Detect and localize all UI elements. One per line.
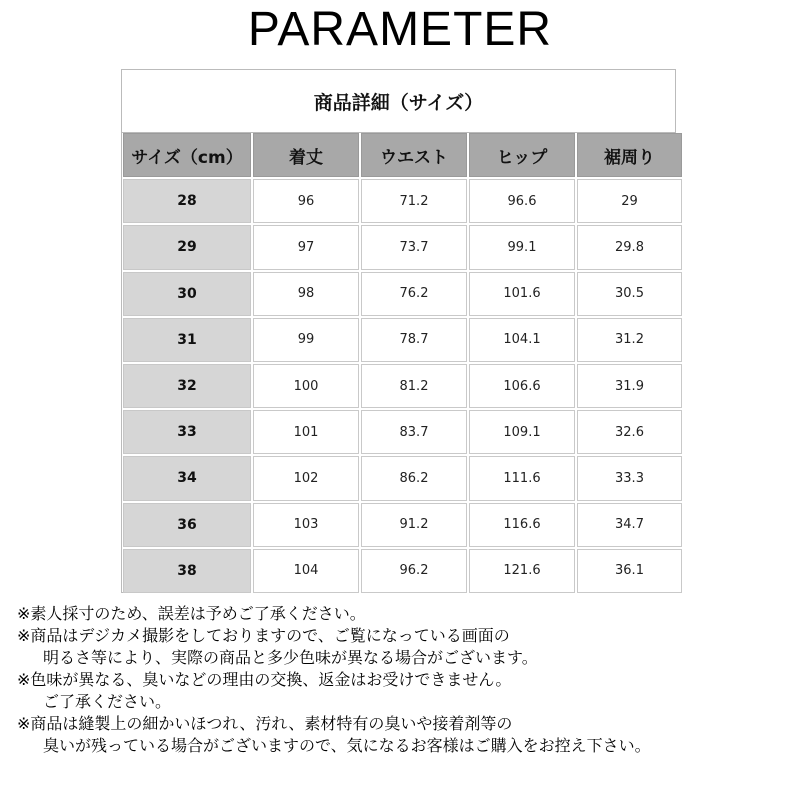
size-cell: 34 xyxy=(123,456,251,500)
table-cell: 97 xyxy=(253,225,359,269)
table-cell: 36.1 xyxy=(577,549,682,593)
table-cell: 78.7 xyxy=(361,318,467,362)
note-line: ※素人採寸のため、誤差は予めご了承ください。 xyxy=(17,604,366,623)
table-cell: 96.2 xyxy=(361,549,467,593)
table-cell: 31.9 xyxy=(577,364,682,408)
table-cell: 98 xyxy=(253,272,359,316)
table-cell: 33.3 xyxy=(577,456,682,500)
table-cell: 104 xyxy=(253,549,359,593)
note-line: ご了承ください。 xyxy=(43,692,172,711)
table-cell: 106.6 xyxy=(469,364,575,408)
size-cell: 38 xyxy=(123,549,251,593)
table-cell: 96.6 xyxy=(469,179,575,223)
table-cell: 29.8 xyxy=(577,225,682,269)
table-caption: 商品詳細（サイズ） xyxy=(122,70,675,133)
table-cell: 91.2 xyxy=(361,503,467,547)
size-table xyxy=(121,69,676,593)
table-cell: 101.6 xyxy=(469,272,575,316)
table-cell: 99.1 xyxy=(469,225,575,269)
table-cell: 29 xyxy=(577,179,682,223)
table-cell: 83.7 xyxy=(361,410,467,454)
table-cell: 116.6 xyxy=(469,503,575,547)
table-cell: 34.7 xyxy=(577,503,682,547)
table-cell: 32.6 xyxy=(577,410,682,454)
table-cell: 101 xyxy=(253,410,359,454)
table-cell: 31.2 xyxy=(577,318,682,362)
column-header: サイズ（cm） xyxy=(123,133,251,177)
note-line: 明るさ等により、実際の商品と多少色味が異なる場合がございます。 xyxy=(43,648,538,667)
note-line: ※商品はデジカメ撮影をしておりますので、ご覧になっている画面の xyxy=(17,626,510,645)
table-cell: 81.2 xyxy=(361,364,467,408)
note-line: ※色味が異なる、臭いなどの理由の交換、返金はお受けできません。 xyxy=(17,670,512,689)
column-header: 裾周り xyxy=(577,133,682,177)
table-cell: 71.2 xyxy=(361,179,467,223)
table-cell: 73.7 xyxy=(361,225,467,269)
table-cell: 109.1 xyxy=(469,410,575,454)
size-cell: 30 xyxy=(123,272,251,316)
table-cell: 99 xyxy=(253,318,359,362)
page-title: PARAMETER xyxy=(247,3,553,56)
note-line: 臭いが残っている場合がございますので、気になるお客様はご購入をお控え下さい。 xyxy=(43,736,651,755)
column-header: ヒップ xyxy=(469,133,575,177)
size-cell: 28 xyxy=(123,179,251,223)
size-cell: 36 xyxy=(123,503,251,547)
size-cell: 31 xyxy=(123,318,251,362)
table-cell: 102 xyxy=(253,456,359,500)
column-header: ウエスト xyxy=(361,133,467,177)
notes-section xyxy=(17,603,797,757)
note-line: ※商品は縫製上の細かいほつれ、汚れ、素材特有の臭いや接着剤等の xyxy=(17,714,513,733)
size-cell: 29 xyxy=(123,225,251,269)
table-cell: 121.6 xyxy=(469,549,575,593)
table-cell: 111.6 xyxy=(469,456,575,500)
column-header: 着丈 xyxy=(253,133,359,177)
size-cell: 32 xyxy=(123,364,251,408)
size-grid xyxy=(123,133,676,593)
table-cell: 30.5 xyxy=(577,272,682,316)
table-cell: 96 xyxy=(253,179,359,223)
table-cell: 104.1 xyxy=(469,318,575,362)
table-cell: 103 xyxy=(253,503,359,547)
table-cell: 76.2 xyxy=(361,272,467,316)
size-cell: 33 xyxy=(123,410,251,454)
table-cell: 100 xyxy=(253,364,359,408)
table-cell: 86.2 xyxy=(361,456,467,500)
